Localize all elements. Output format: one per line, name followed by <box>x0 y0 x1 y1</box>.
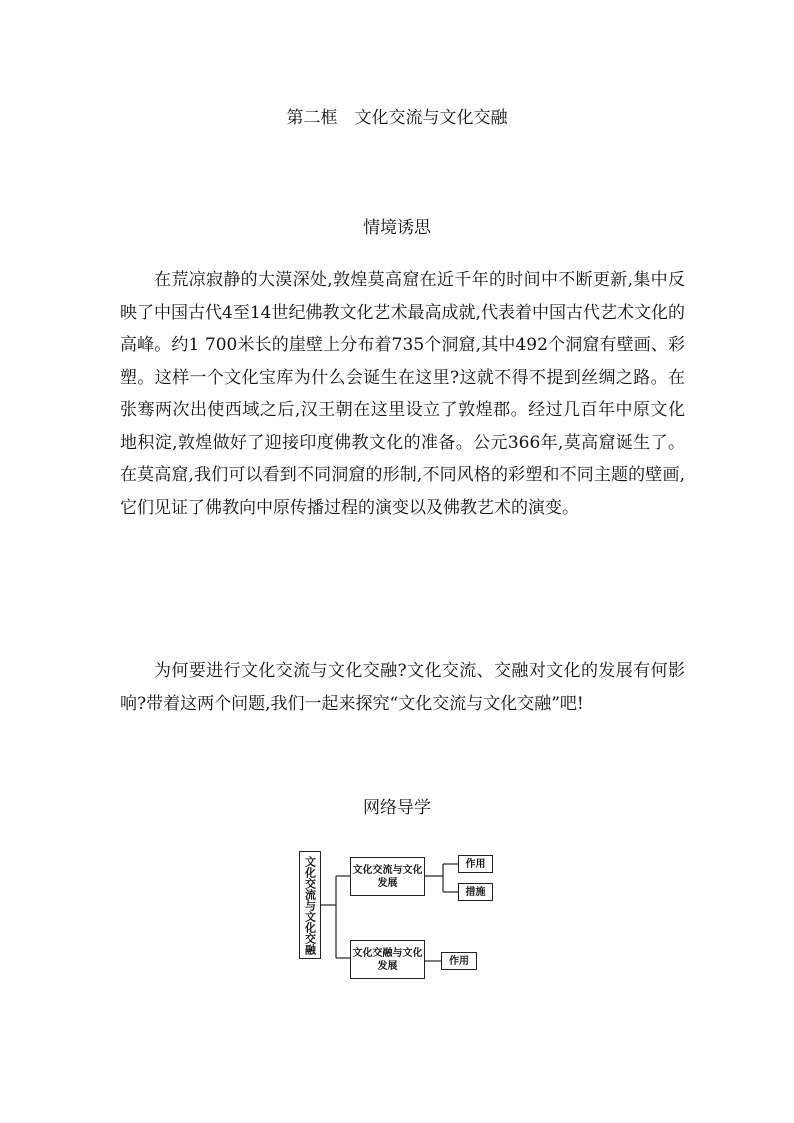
concept-leaf-exchange-role: 作用 <box>458 855 493 873</box>
concept-leaf-fusion-role: 作用 <box>441 952 477 970</box>
section-heading-network: 网络导学 <box>363 798 431 818</box>
page-title: 第二框 文化交流与文化交融 <box>286 108 508 128</box>
concept-branch-exchange: 文化交流与文化发展 <box>350 857 425 896</box>
concept-root-box: 文化交流与文化交融 <box>299 851 321 959</box>
concept-leaf-exchange-measures: 措施 <box>458 883 493 901</box>
section-heading-scenario: 情境诱思 <box>363 218 431 238</box>
paragraph-intro: 在荒凉寂静的大漠深处,敦煌莫高窟在近千年的时间中不断更新,集中反映了中国古代4至14世纪佛教文化艺术最高成就,代表着中国古代艺术文化的高峰。约1 700米长的崖壁上分布着735个洞窟,其中492个洞窟有壁画、彩塑。这样一个文化宝库为什么会诞生在这里?这就不得不提到丝绸之路。在张骞两次出使西域之后,汉王朝在这里设立了敦煌郡。经过几百年中原文化地积淀,敦煌做好了迎接印度佛教文化的准备。公元366年,莫高窟诞生了。在莫高窟,我们可以看到不同洞窟的形制,不同风格的彩塑和不同主题的壁画,它们见证了佛教向中原传播过程的演变以及佛教艺术的演变。 <box>120 270 685 518</box>
paragraph-questions: 为何要进行文化交流与文化交融?文化交流、交融对文化的发展有何影响?带着这两个问题,我们一起来探究“文化交流与文化交融”吧! <box>120 661 685 714</box>
concept-branch-fusion: 文化交融与文化发展 <box>350 940 425 979</box>
